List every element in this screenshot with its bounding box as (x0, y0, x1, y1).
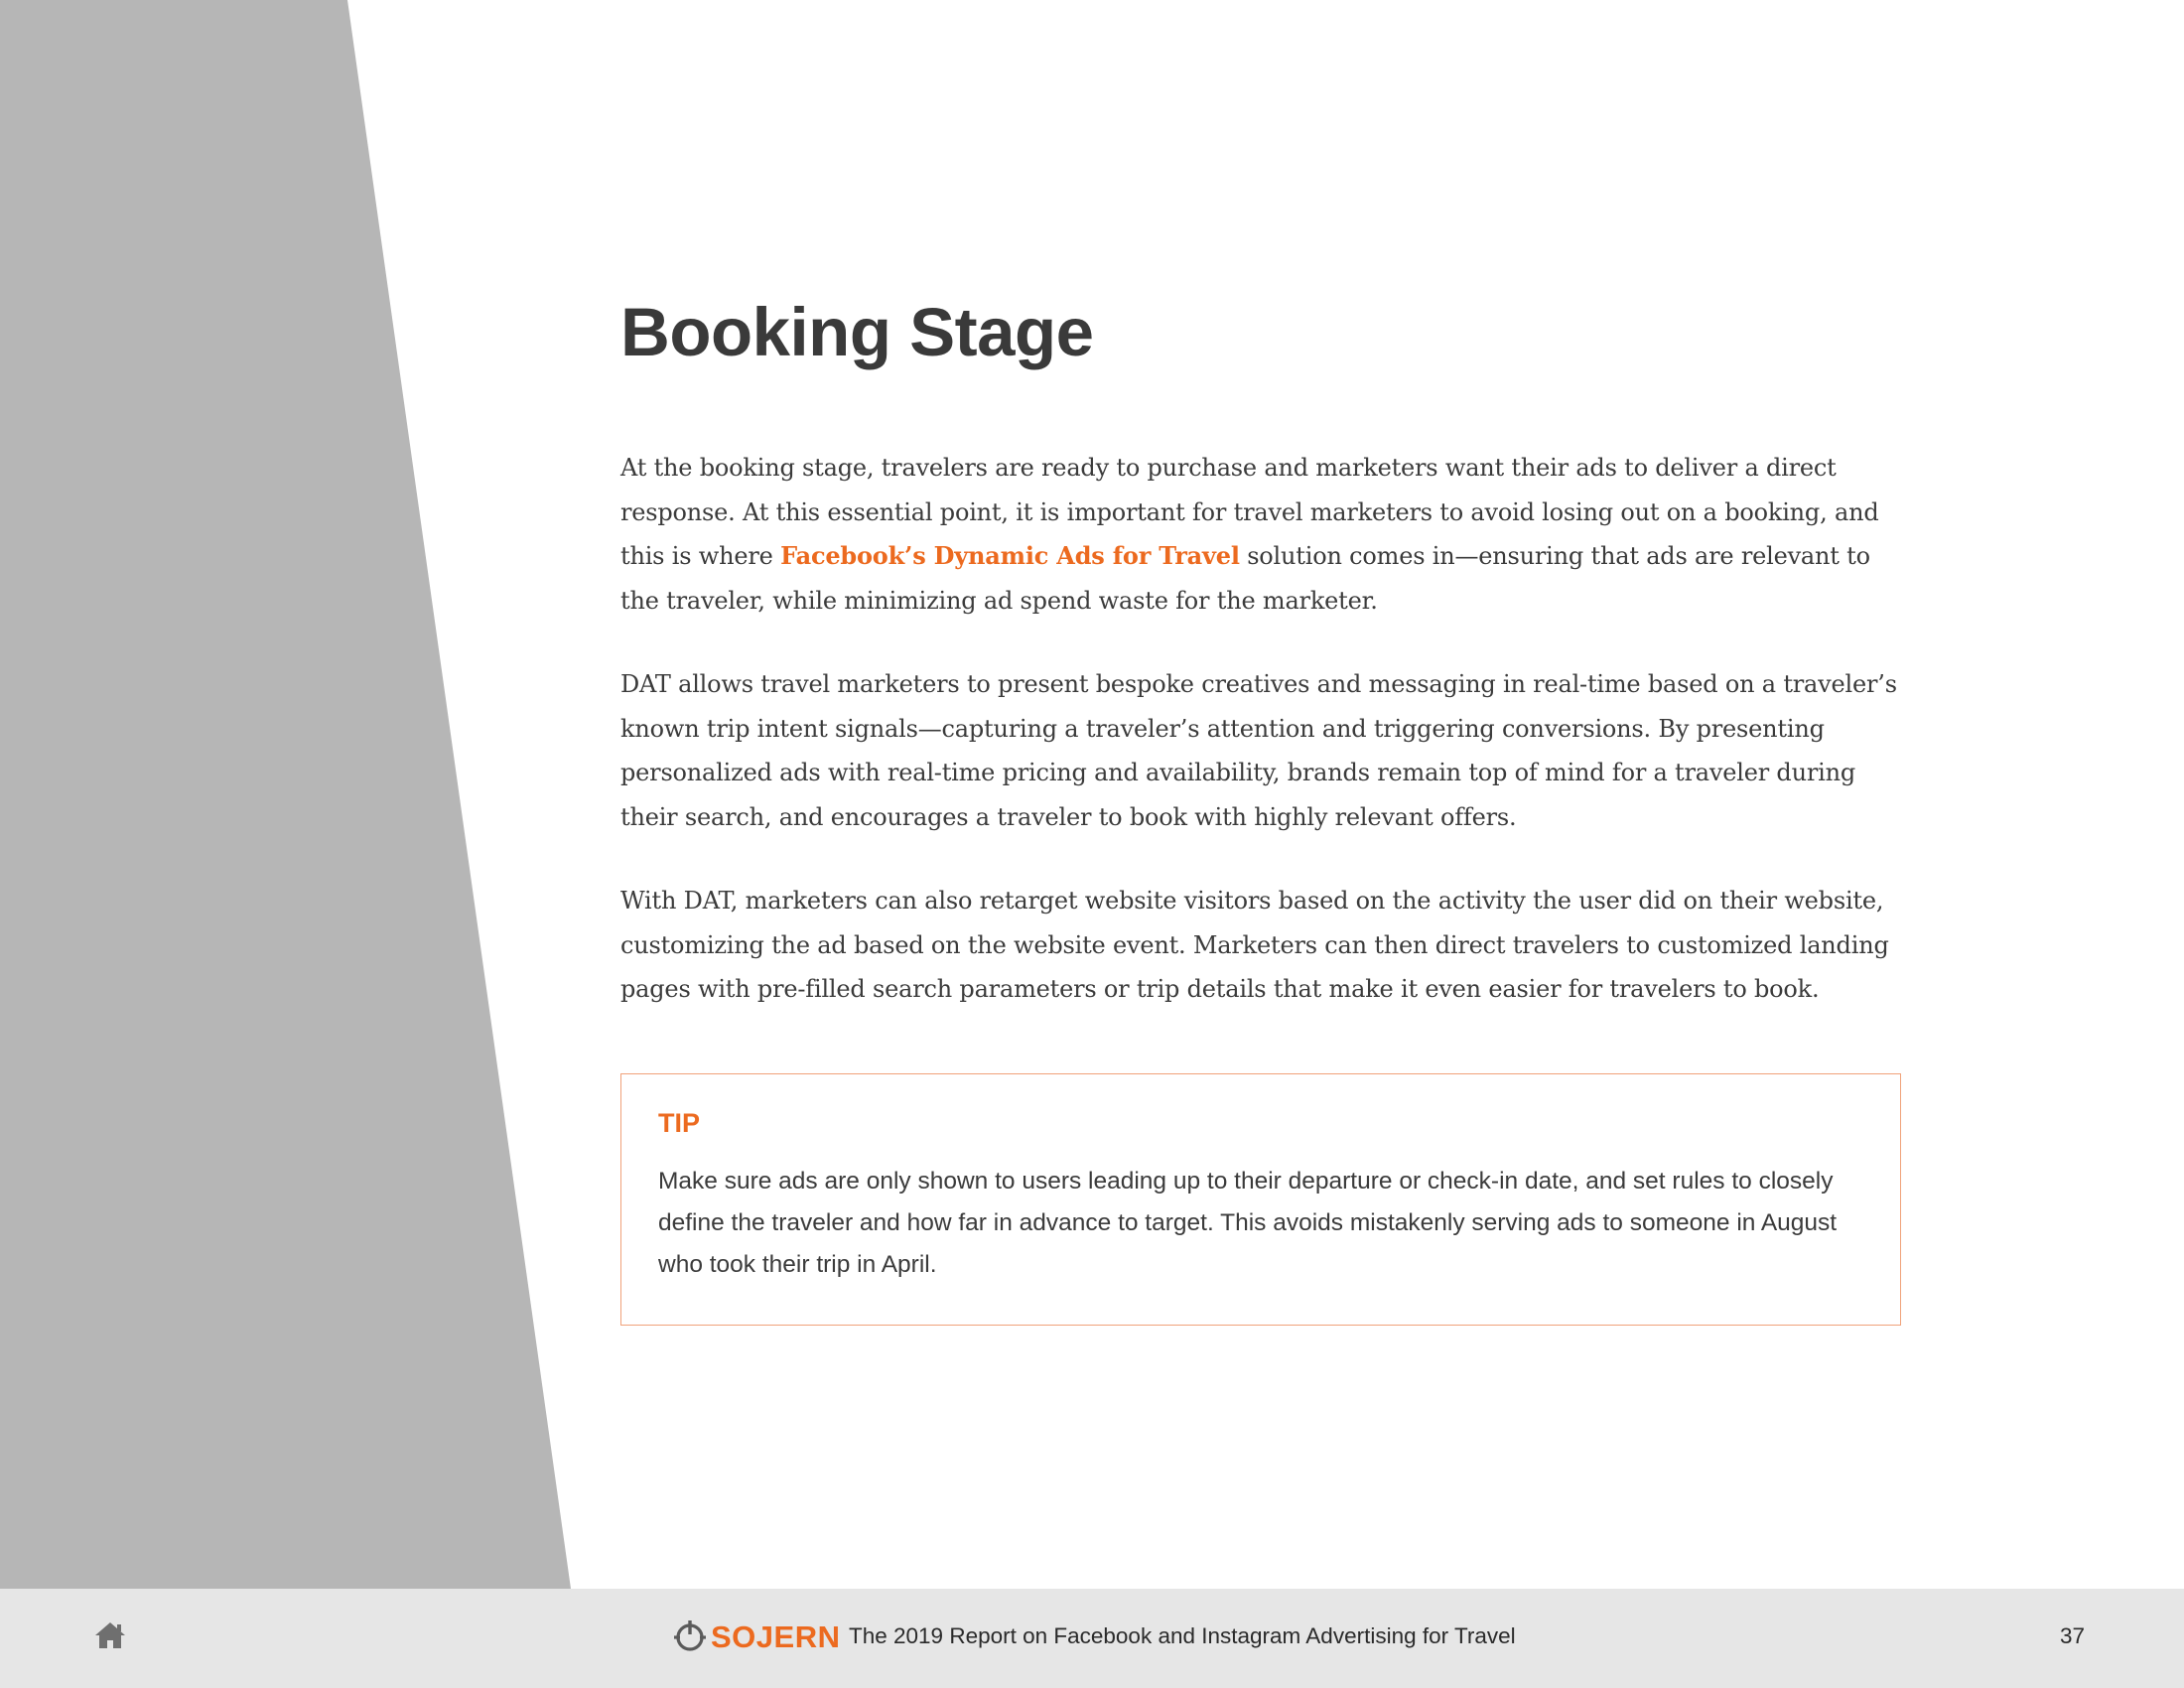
paragraph-intro (620, 446, 1901, 623)
tip-box (620, 1073, 1901, 1326)
main-content (620, 294, 1901, 1326)
tip-title: TIP (658, 1107, 701, 1138)
paragraph-intro-text-start: At the booking stage, travelers are ready to purchase and marketers want their ads to deliver a direct response. At this essential point, it is important for travel marketers to avoid losing out on a booking, and this is where (620, 454, 1879, 570)
home-icon[interactable] (93, 1619, 127, 1651)
sojern-logo-text: SOJERN (711, 1618, 841, 1654)
sojern-logo (673, 1618, 840, 1654)
page-title: Booking Stage (620, 294, 1094, 370)
paragraph-dat-retarget: With DAT, marketers can also retarget website visitors based on the activity the user did on their website, customizing the ad based on the website event. Marketers can then direct travelers to customized landing pages with pre-filled search parameters or trip details that make it even easier for travelers to book. (620, 887, 1889, 1003)
side-decoration (0, 0, 576, 1589)
page-number: 37 (2059, 1623, 2085, 1648)
report-title: The 2019 Report on Facebook and Instagram Advertising for Travel (849, 1623, 1516, 1648)
sojern-logo-mark-icon (673, 1618, 707, 1654)
paragraph-intro-text-end: solution comes in—ensuring that ads are relevant to the traveler, while minimizing ad spend waste for the marketer. (620, 542, 1870, 615)
highlight-link-dynamic-ads[interactable]: Facebook’s Dynamic Ads for Travel (780, 541, 1240, 570)
paragraph-dat-overview: DAT allows travel marketers to present bespoke creatives and messaging in real-time based on a traveler’s known trip intent signals—capturing a traveler’s attention and triggering conversions. By presenting personalized ads with real-time pricing and availability, brands remain top of mind for a traveler during their search, and encourages a traveler to book with highly relevant offers. (620, 670, 1897, 831)
footer-bar (0, 1589, 2184, 1688)
tip-body: Make sure ads are only shown to users leading up to their departure or check-in date, and set rules to closely define the traveler and how far in advance to target. This avoids mistakenly serving ads to someone in August who took their trip in April. (658, 1167, 1838, 1278)
